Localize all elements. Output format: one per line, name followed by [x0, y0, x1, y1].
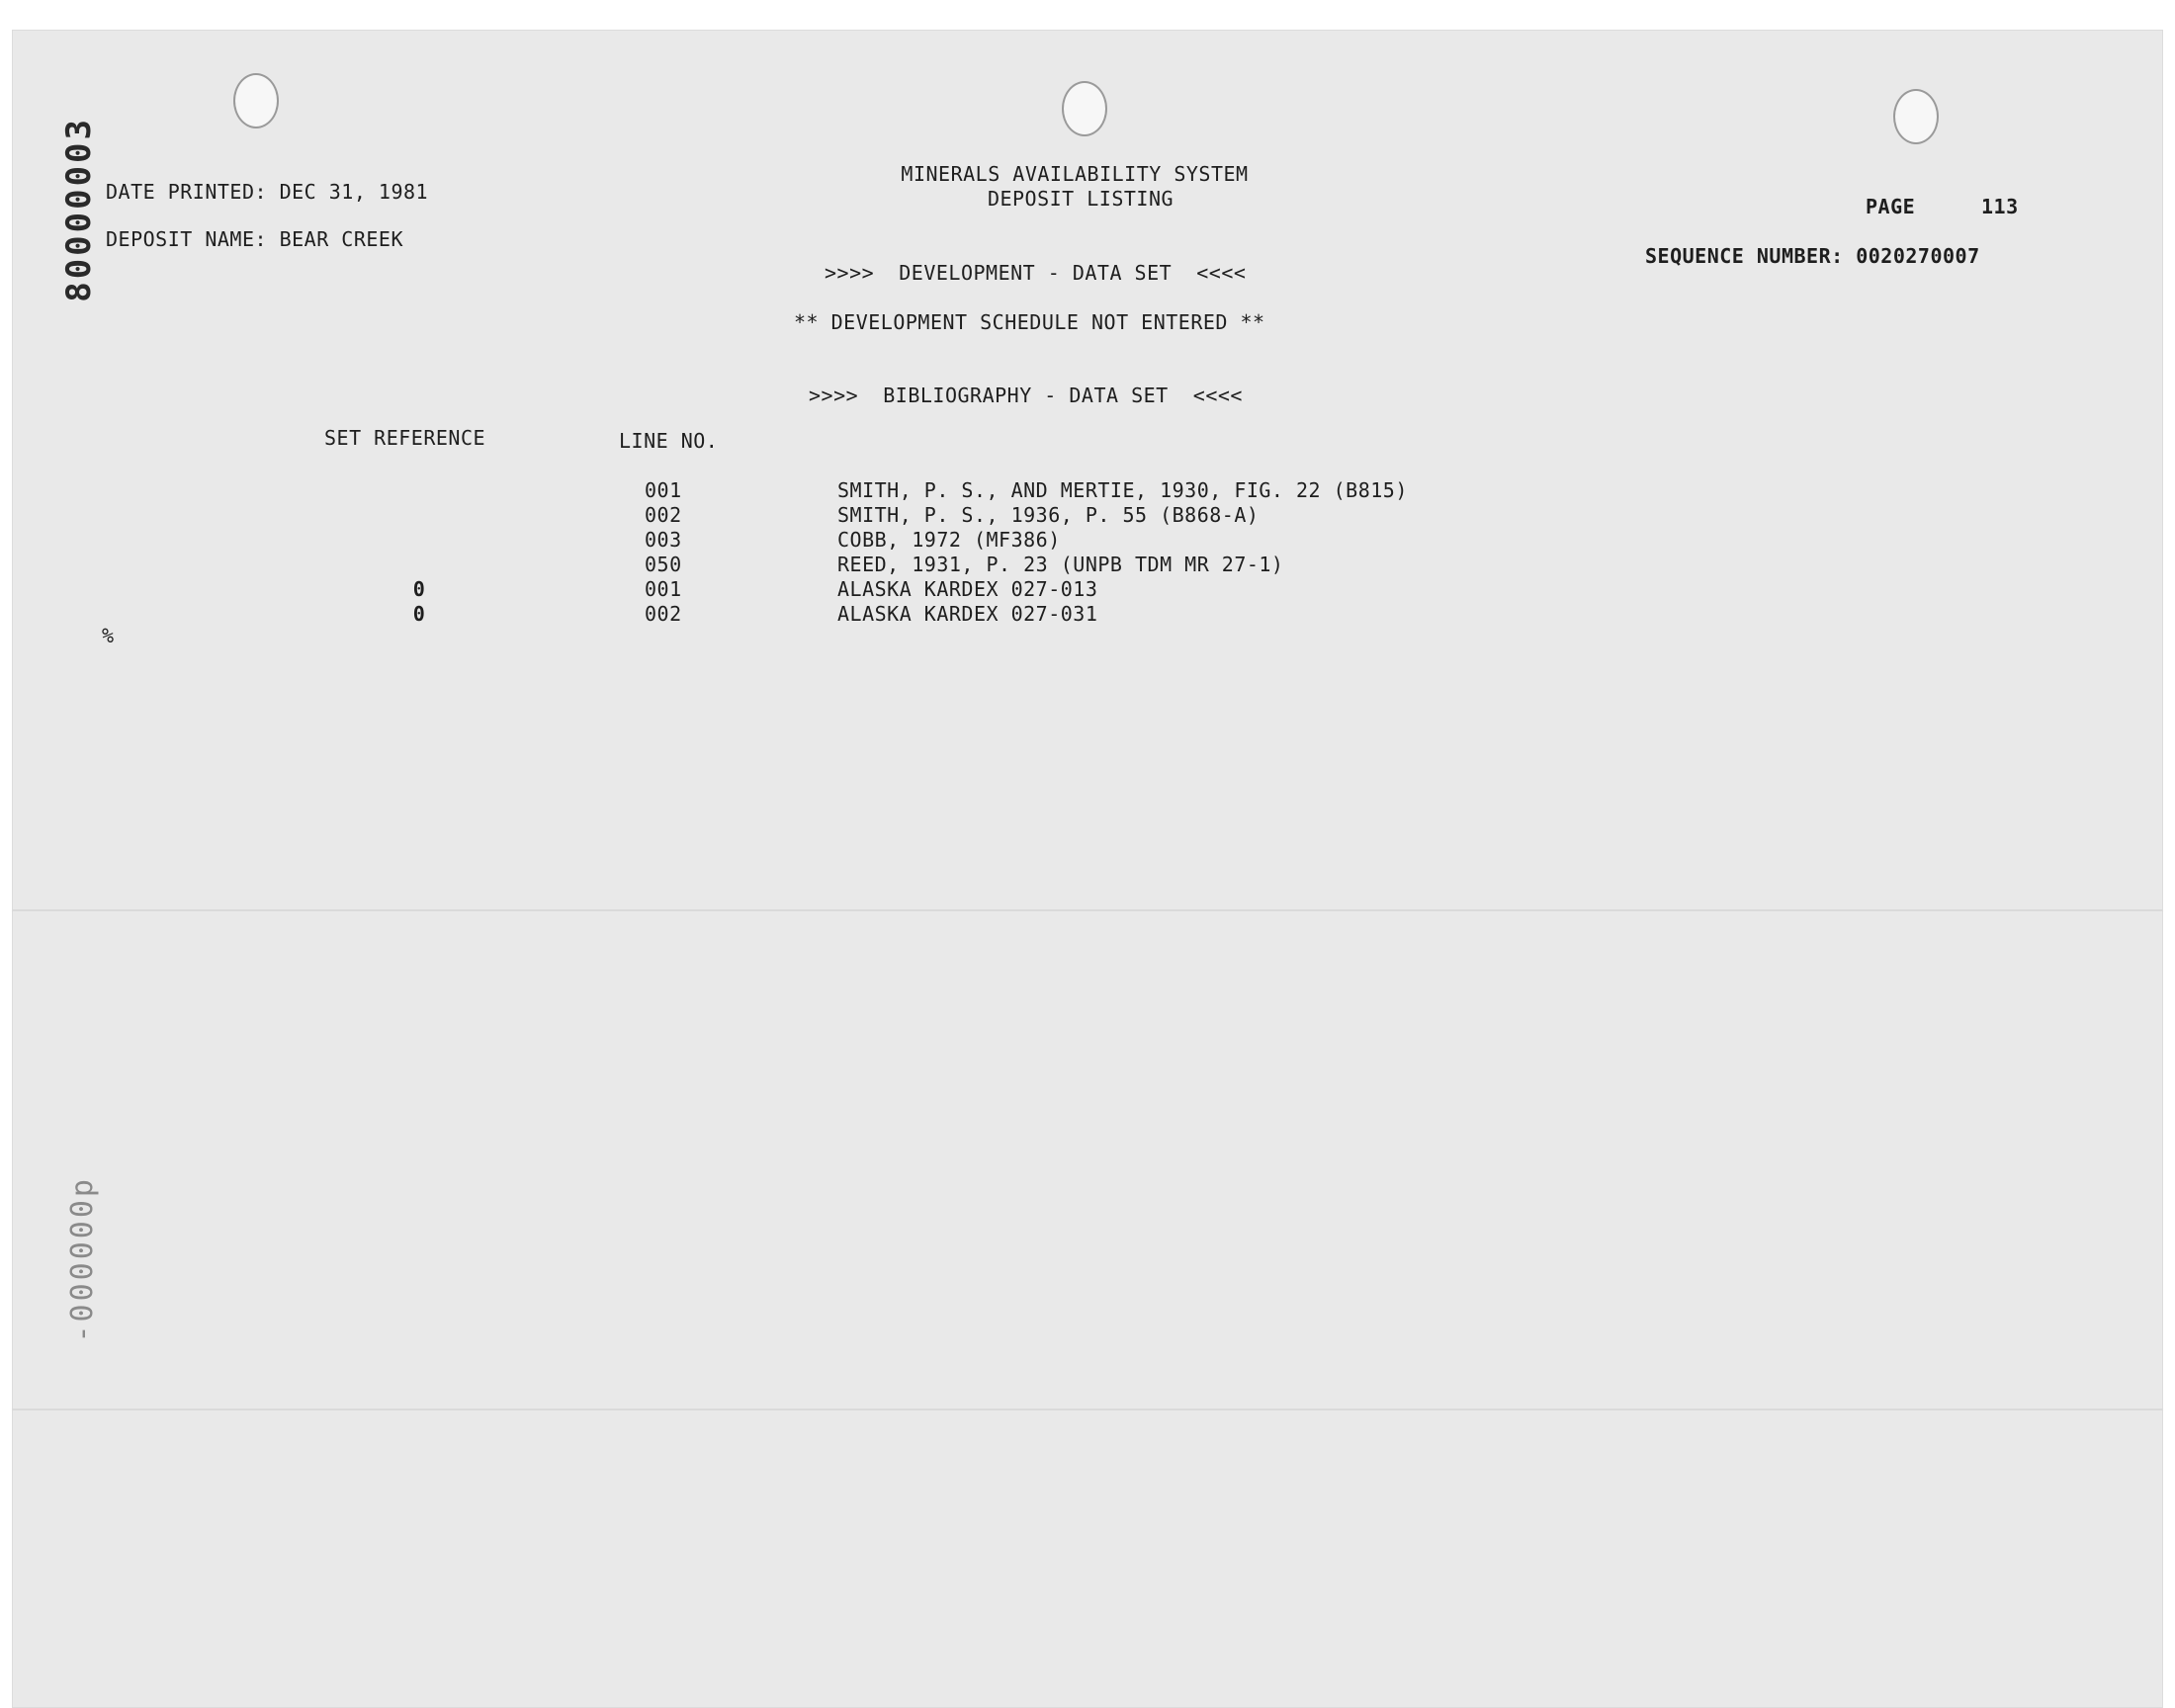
reference-cell: SMITH, P. S., 1936, P. 55 (B868-A) — [837, 503, 1260, 527]
line-cell: 001 — [645, 577, 682, 601]
punch-hole — [1062, 81, 1107, 136]
table-row — [0, 553, 2175, 576]
set-cell: 0 — [412, 602, 426, 626]
system-title: MINERALS AVAILABILITY SYSTEM — [901, 162, 1249, 186]
line-cell: 003 — [645, 528, 682, 552]
page-label: PAGE — [1866, 195, 1916, 218]
date-printed: DATE PRINTED: DEC 31, 1981 — [106, 180, 429, 204]
table-row — [0, 503, 2175, 527]
col-set-reference: SET REFERENCE — [324, 426, 486, 450]
set-cell: 0 — [412, 577, 426, 601]
deposit-name: DEPOSIT NAME: BEAR CREEK — [106, 227, 403, 251]
table-row — [0, 602, 2175, 626]
line-cell: 002 — [645, 503, 682, 527]
punch-hole — [233, 73, 279, 128]
line-cell: 001 — [645, 478, 682, 502]
development-note: ** DEVELOPMENT SCHEDULE NOT ENTERED ** — [794, 310, 1265, 334]
col-line-no: LINE NO. — [619, 429, 719, 453]
listing-title: DEPOSIT LISTING — [987, 187, 1174, 211]
sequence-number: SEQUENCE NUMBER: 0020270007 — [1645, 244, 1980, 268]
reference-cell: ALASKA KARDEX 027-013 — [837, 577, 1098, 601]
reference-cell: SMITH, P. S., AND MERTIE, 1930, FIG. 22 (B815) — [837, 478, 1408, 502]
table-row — [0, 528, 2175, 552]
fold-crease — [12, 909, 2163, 911]
reference-cell: COBB, 1972 (MF386) — [837, 528, 1061, 552]
fold-crease — [12, 1409, 2163, 1410]
punch-hole — [1893, 89, 1939, 144]
line-cell: 002 — [645, 602, 682, 626]
table-row — [0, 577, 2175, 601]
margin-stamp-bottom: -000000p — [65, 1176, 100, 1343]
line-cell: 050 — [645, 553, 682, 576]
development-heading: >>>> DEVELOPMENT - DATA SET <<<< — [825, 261, 1247, 285]
reference-cell: ALASKA KARDEX 027-031 — [837, 602, 1098, 626]
page-number: 113 — [1981, 195, 2019, 218]
bibliography-heading: >>>> BIBLIOGRAPHY - DATA SET <<<< — [809, 384, 1243, 407]
margin-stamp-top: 80000003 — [59, 117, 99, 302]
reference-cell: REED, 1931, P. 23 (UNPB TDM MR 27-1) — [837, 553, 1284, 576]
end-marker: % — [102, 624, 115, 647]
table-row — [0, 478, 2175, 502]
